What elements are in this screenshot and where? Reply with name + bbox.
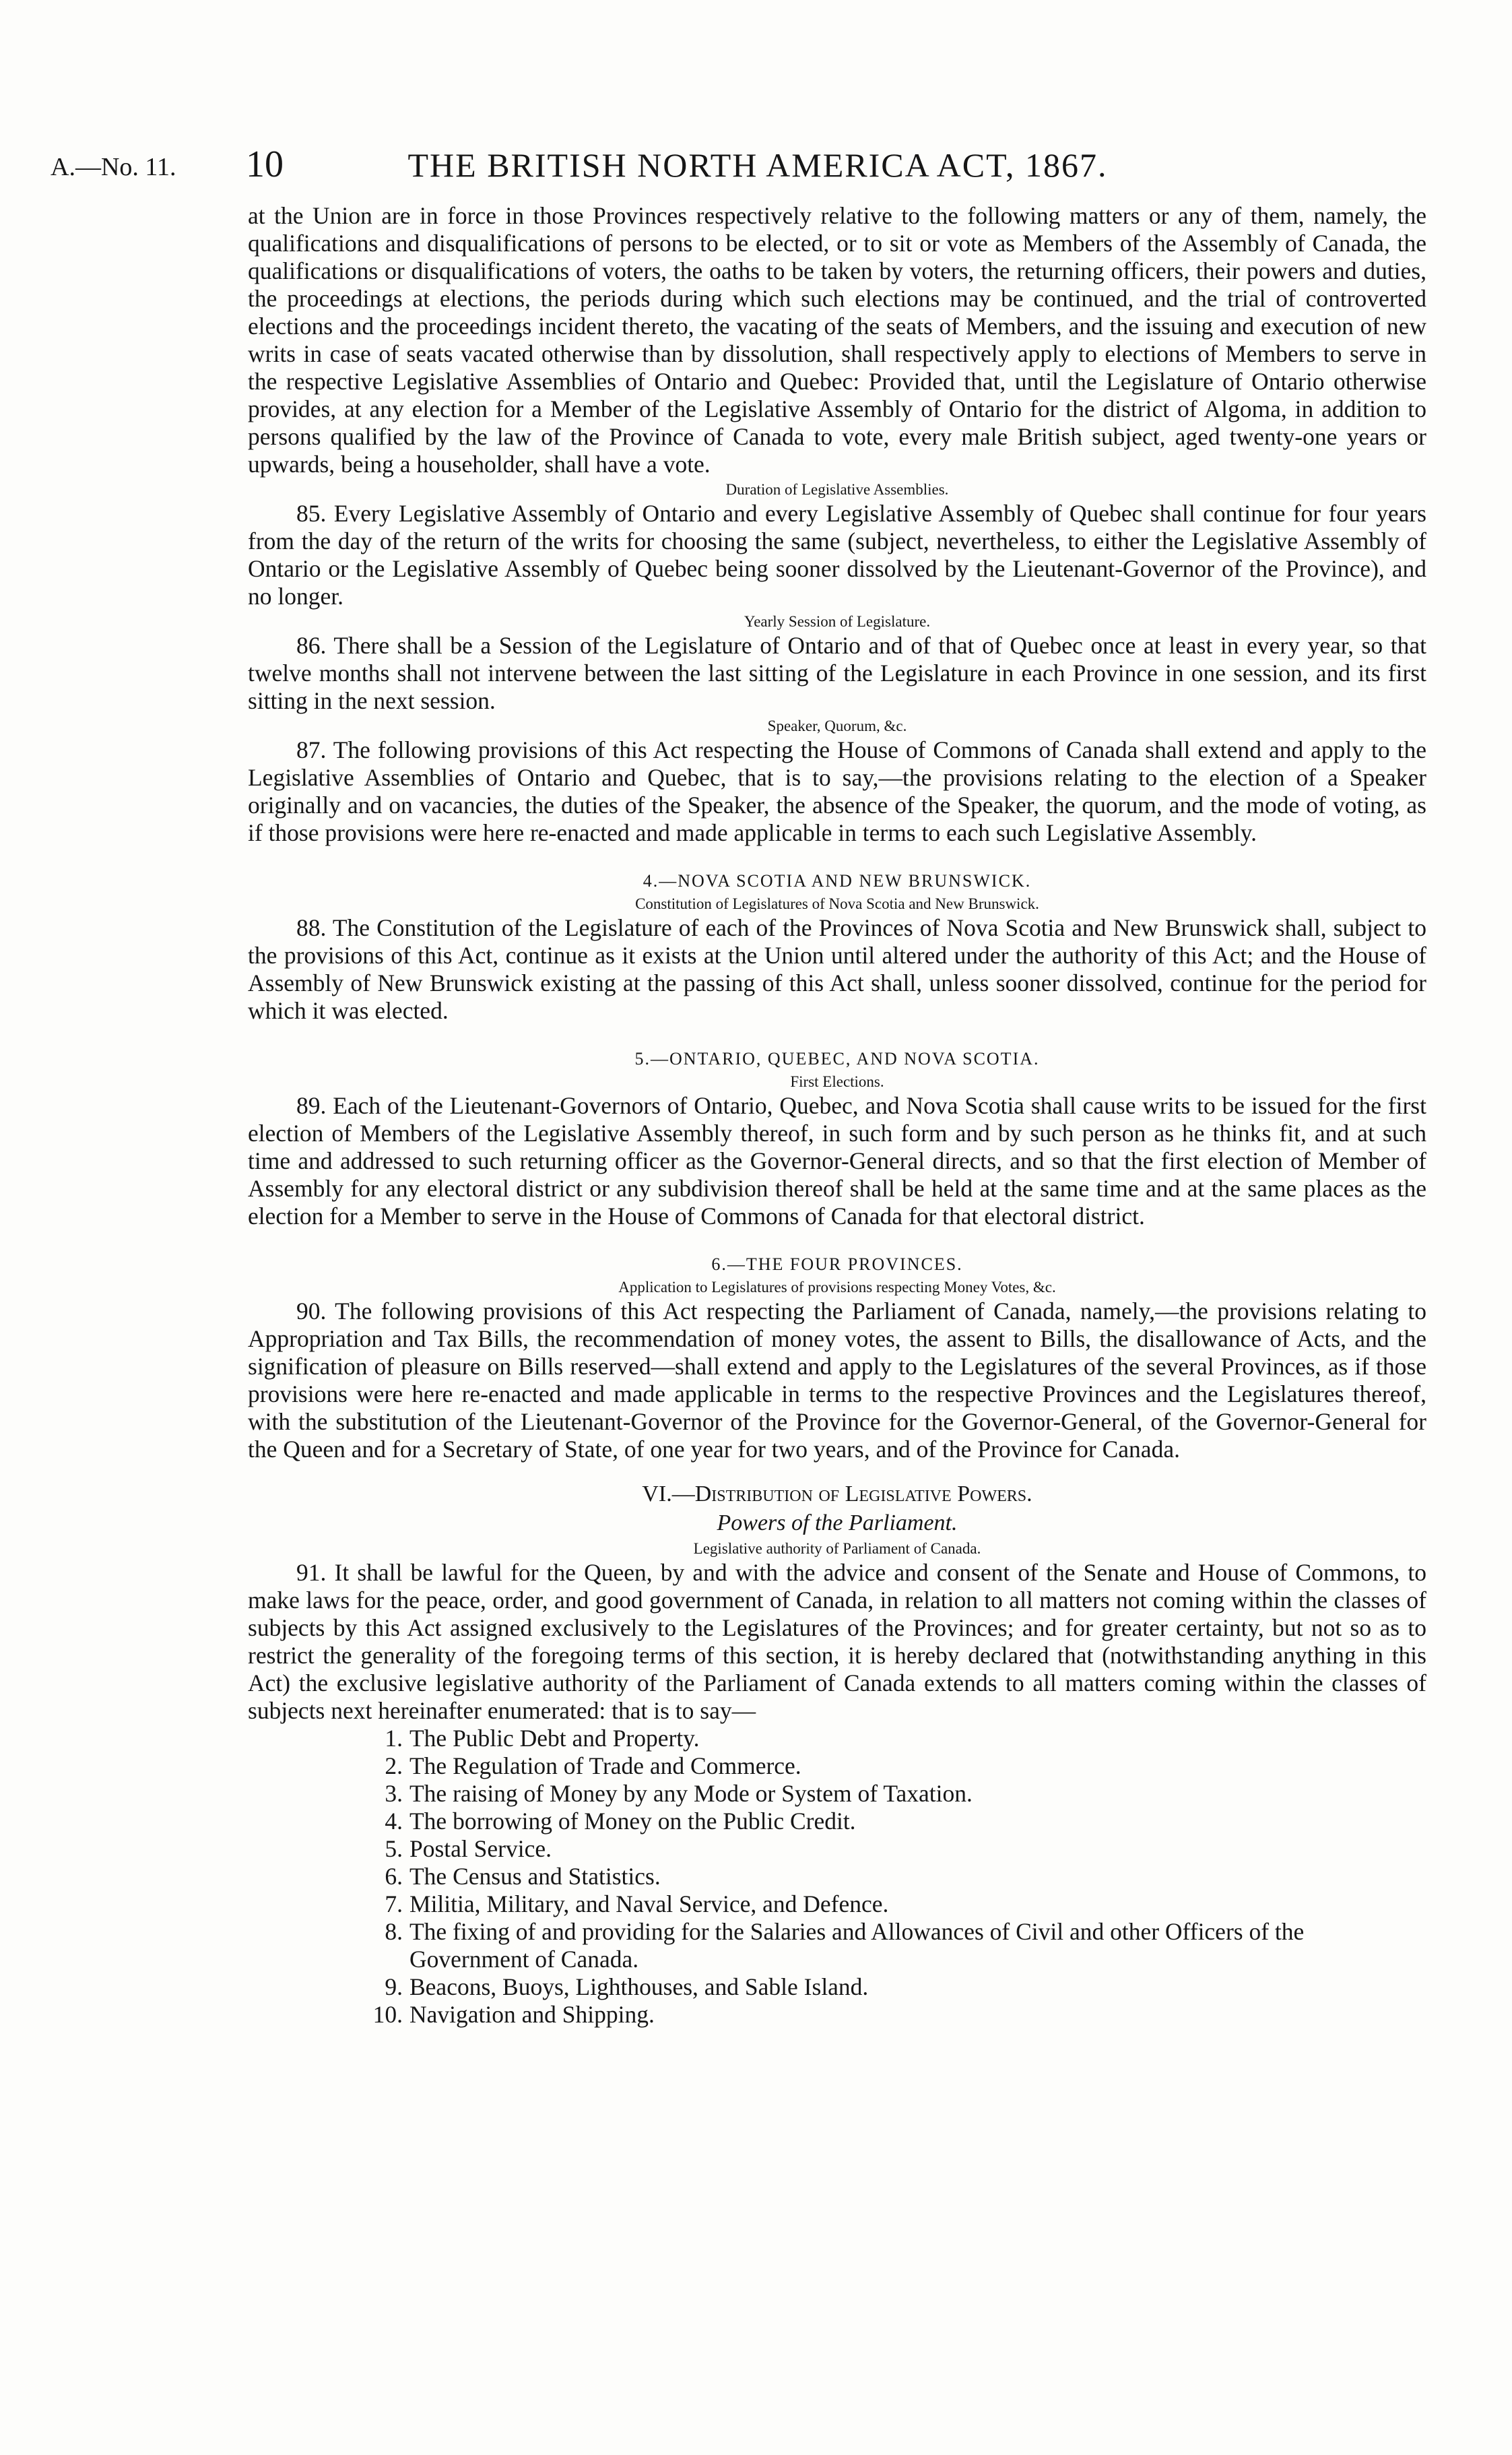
- list-item-number: 3.: [385, 1780, 403, 1807]
- list-item-number: 10.: [372, 2001, 403, 2028]
- running-header: [51, 143, 1445, 190]
- list-item: [360, 1752, 1426, 1780]
- list-item-text: The raising of Money by any Mode or System of Taxation.: [409, 1780, 973, 1807]
- list-item-text: The Public Debt and Property.: [409, 1725, 700, 1752]
- marginal-note: Constitution of Legislatures of Nova Scotia and New Brunswick.: [635, 895, 1039, 912]
- list-item-number: 6.: [385, 1863, 403, 1890]
- list-item: [360, 1918, 1426, 1973]
- list-item-number: 8.: [385, 1918, 403, 1945]
- list-item-text: Militia, Military, and Naval Service, and Defence.: [409, 1890, 889, 1917]
- list-item: [360, 1973, 1426, 2001]
- list-item-text: Navigation and Shipping.: [409, 2001, 655, 2028]
- list-item-text: Postal Service.: [409, 1835, 552, 1862]
- section-paragraph: 90. The following provisions of this Act respecting the Parliament of Canada, namely,—the provisions relating to Appropriation and Tax Bills, the recommendation of money votes, the assent to Bills, the disallowance of Acts, and the signification of pleasure on Bills reserved—shall extend and apply to the Legislatures of the several Provinces, as if those provisions were here re-enacted and made applicable in terms to the respective Provinces and the Legislatures thereof, with the substitution of the Lieutenant-Governor of the Province for the Governor-General, of the Governor-General for the Queen and for a Secretary of State, of one year for two years, and of the Province for Canada.: [248, 1298, 1426, 1463]
- list-item-number: 7.: [385, 1890, 403, 1917]
- part-heading: VI.—Distribution of Legislative Powers.: [642, 1481, 1032, 1506]
- list-item-number: 2.: [385, 1752, 403, 1779]
- list-item: [360, 1725, 1426, 1752]
- list-item: [360, 1835, 1426, 1863]
- list-item-number: 5.: [385, 1835, 403, 1862]
- marginal-note: Duration of Legislative Assemblies.: [725, 481, 949, 498]
- list-item: [360, 2001, 1426, 2029]
- list-item-text: Beacons, Buoys, Lighthouses, and Sable Island.: [409, 1973, 869, 2000]
- page-number: 10: [246, 144, 284, 185]
- list-item-text: The borrowing of Money on the Public Credit.: [409, 1808, 856, 1835]
- marginal-note: Legislative authority of Parliament of Canada.: [693, 1540, 981, 1557]
- subpart-heading: Powers of the Parliament.: [717, 1510, 958, 1535]
- section-paragraph: at the Union are in force in those Provinces respectively relative to the following matters or any of them, namely, the qualifications and disqualifications of persons to be elected, or to sit or vote as Members of the Assembly of Canada, the qualifications or disqualifications of voters, the oaths to be taken by voters, the returning officers, their powers and duties, the proceedings at elections, the periods during which such elections may be continued, and the trial of controverted elections and the proceedings incident thereto, the vacating of the seats of Members, and the issuing and execution of new writs in case of seats vacated otherwise than by dissolution, shall respectively apply to elections of Members to serve in the respective Legislative Assemblies of Ontario and Quebec: Provided that, until the Legislature of Ontario otherwise provides, at any election for a Member of the Legislative Assembly of Ontario for the district of Algoma, in addition to persons qualified by the law of the Province of Canada to vote, every male British subject, aged twenty-one years or upwards, being a householder, shall have a vote.: [248, 202, 1426, 478]
- section-paragraph: 91. It shall be lawful for the Queen, by and with the advice and consent of the Senate and House of Commons, to make laws for the peace, order, and good government of Canada, in relation to all matters not coming within the classes of subjects by this Act assigned exclusively to the Legislatures of the Provinces; and for greater certainty, but not so as to restrict the generality of the foregoing terms of this section, it is hereby declared that (notwithstanding anything in this Act) the exclusive legislative authority of the Parliament of Canada extends to all matters coming within the classes of subjects next hereinafter enumerated: that is to say—: [248, 1559, 1426, 1724]
- marginal-note: Speaker, Quorum, &c.: [767, 718, 907, 734]
- list-item: [360, 1808, 1426, 1835]
- list-item-text: The Regulation of Trade and Commerce.: [409, 1752, 801, 1779]
- section-paragraph: 88. The Constitution of the Legislature of each of the Provinces of Nova Scotia and New Brunswick shall, subject to the provisions of this Act, continue as it exists at the Union until altered under the authority of this Act; and the House of Assembly of New Brunswick existing at the passing of this Act shall, unless sooner dissolved, continue for the period for which it was elected.: [248, 914, 1426, 1024]
- marginal-note: Yearly Session of Legislature.: [744, 613, 931, 630]
- group-heading: 6.—THE FOUR PROVINCES.: [711, 1254, 963, 1274]
- running-title: THE BRITISH NORTH AMERICA ACT, 1867.: [407, 146, 1108, 184]
- list-item-number: 1.: [385, 1725, 403, 1752]
- document-body: [248, 202, 1426, 2029]
- list-item: [360, 1863, 1426, 1890]
- list-item-text: The fixing of and providing for the Salaries and Allowances of Civil and other Officers of the Government of Canada.: [409, 1918, 1305, 1973]
- section-paragraph: 85. Every Legislative Assembly of Ontario and every Legislative Assembly of Quebec shall continue for four years from the day of the return of the writs for choosing the same (subject, nevertheless, to either the Legislative Assembly of Ontario or the Legislative Assembly of Quebec being sooner dissolved by the Lieutenant-Governor of the Province), and no longer.: [248, 500, 1426, 610]
- marginal-note: First Elections.: [790, 1073, 884, 1090]
- list-item-text: The Census and Statistics.: [409, 1863, 661, 1890]
- group-heading: 5.—ONTARIO, QUEBEC, AND NOVA SCOTIA.: [634, 1049, 1040, 1069]
- section-paragraph: 89. Each of the Lieutenant-Governors of Ontario, Quebec, and Nova Scotia shall cause writs to be issued for the first election of Members of the Legislative Assembly thereof, in such form and by such person as he thinks fit, and at such time and addressed to such returning officer as the Governor-General directs, and so that the first election of Member of Assembly for any electoral district or any subdivision thereof shall be held at the same time and at the same places as the election for a Member to serve in the House of Commons of Canada for that electoral district.: [248, 1092, 1426, 1230]
- document-reference: A.—No. 11.: [51, 153, 176, 181]
- list-item: [360, 1780, 1426, 1808]
- section-paragraph: 86. There shall be a Session of the Legislature of Ontario and of that of Quebec once at least in every year, so that twelve months shall not intervene between the last sitting of the Legislature in each Province in one session, and its first sitting in the next session.: [248, 632, 1426, 714]
- enumerated-classes-list: [248, 1725, 1426, 2029]
- list-item-number: 4.: [385, 1808, 403, 1835]
- marginal-note: Application to Legislatures of provisions respecting Money Votes, &c.: [618, 1279, 1056, 1296]
- section-paragraph: 87. The following provisions of this Act respecting the House of Commons of Canada shall extend and apply to the Legislative Assemblies of Ontario and Quebec, that is to say,—the provisions relating to the election of a Speaker originally and on vacancies, the duties of the Speaker, the absence of the Speaker, the quorum, and the mode of voting, as if those provisions were here re-enacted and made applicable in terms to each such Legislative Assembly.: [248, 736, 1426, 846]
- group-heading: 4.—NOVA SCOTIA AND NEW BRUNSWICK.: [643, 871, 1032, 891]
- list-item: [360, 1890, 1426, 1918]
- list-item-number: 9.: [385, 1973, 403, 2000]
